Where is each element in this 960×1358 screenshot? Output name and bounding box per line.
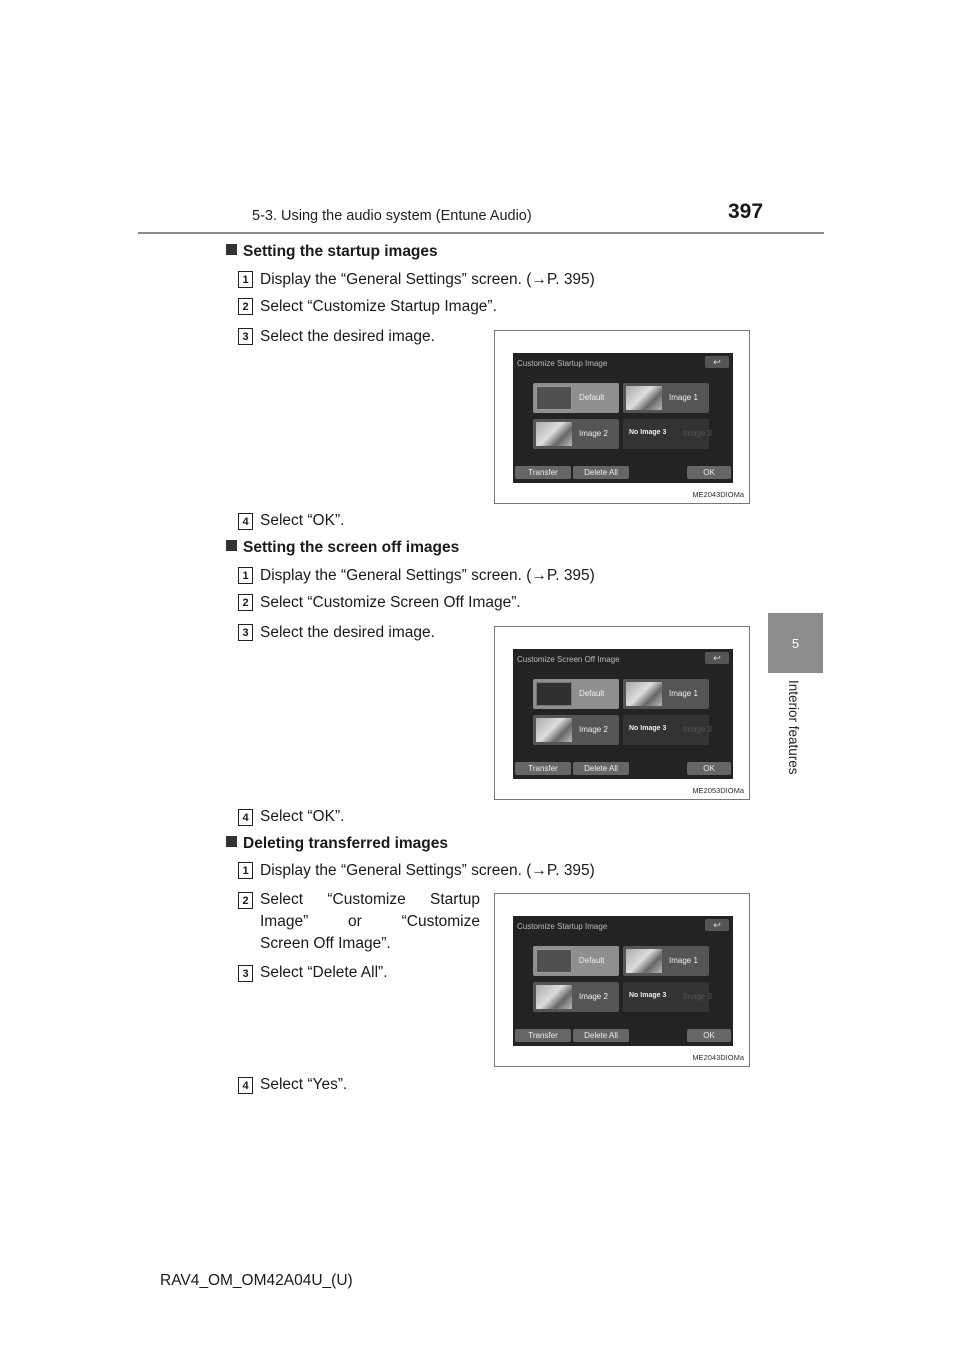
back-button[interactable]: ↩ xyxy=(705,919,729,931)
display-screen xyxy=(513,916,733,1046)
step-text: Select “Customize Startup Image”. xyxy=(260,298,497,315)
back-button[interactable]: ↩ xyxy=(705,356,729,368)
tile-image-3: No Image 3 Image 3 xyxy=(623,982,709,1012)
square-bullet-icon xyxy=(226,540,237,551)
tile-image-3: No Image 3 Image 3 xyxy=(623,715,709,745)
chapter-label-container xyxy=(787,680,807,780)
image-thumbnail xyxy=(626,949,662,973)
step-text: Select “Customize Screen Off Image”. xyxy=(260,594,521,611)
figure-code: ME2043DIOMa xyxy=(692,490,744,499)
display-screen xyxy=(513,353,733,483)
section-heading-startup: Setting the startup images xyxy=(226,243,438,261)
tile-image-3: No Image 3 Image 3 xyxy=(623,419,709,449)
image-thumbnail xyxy=(626,386,662,410)
figure-code: ME2043DIOMa xyxy=(692,1053,744,1062)
tile-default[interactable]: Default xyxy=(533,383,619,413)
chapter-tab xyxy=(768,613,823,673)
header-section-title: 5-3. Using the audio system (Entune Audio) xyxy=(252,208,532,224)
step-number: 4 xyxy=(238,513,253,530)
section-heading-delete: Deleting transferred images xyxy=(226,835,448,853)
toyota-logo-icon xyxy=(536,949,572,973)
delete-all-button[interactable]: Delete All xyxy=(573,1029,629,1042)
figure-startup-screen xyxy=(494,330,750,504)
step-text: Select “OK”. xyxy=(260,808,345,825)
step-text: Select the desired image. xyxy=(260,624,435,641)
image-thumbnail xyxy=(536,985,572,1009)
ok-button[interactable]: OK xyxy=(687,1029,731,1042)
step-text: Select “Yes”. xyxy=(260,1076,348,1093)
step-number: 3 xyxy=(238,328,253,345)
section-heading-screen-off: Setting the screen off images xyxy=(226,539,459,557)
display-screen xyxy=(513,649,733,779)
step-number: 2 xyxy=(238,298,253,315)
ok-button[interactable]: OK xyxy=(687,466,731,479)
tile-default[interactable]: Default xyxy=(533,679,619,709)
screen-title: Customize Startup Image xyxy=(517,922,608,931)
image-thumbnail xyxy=(536,422,572,446)
ok-button[interactable]: OK xyxy=(687,762,731,775)
image-thumbnail xyxy=(536,718,572,742)
step-text: Select the desired image. xyxy=(260,328,435,345)
delete-all-button[interactable]: Delete All xyxy=(573,762,629,775)
step-number: 1 xyxy=(238,271,253,288)
tile-image-1[interactable]: Image 1 xyxy=(623,679,709,709)
figure-delete-screen xyxy=(494,893,750,1067)
step-text: Select “Delete All”. xyxy=(260,964,388,981)
image-thumbnail xyxy=(626,682,662,706)
transfer-button[interactable]: Transfer xyxy=(515,466,571,479)
transfer-button[interactable]: Transfer xyxy=(515,762,571,775)
screen-title: Customize Startup Image xyxy=(517,359,608,368)
step-text: Select “OK”. xyxy=(260,512,345,529)
step-number: 4 xyxy=(238,1077,253,1094)
step-text: Display the “General Settings” screen. (→P. 395) xyxy=(260,862,595,879)
tile-image-2[interactable]: Image 2 xyxy=(533,982,619,1012)
blank-thumbnail xyxy=(536,682,572,706)
figure-screen-off xyxy=(494,626,750,800)
tile-default[interactable]: Default xyxy=(533,946,619,976)
step-number: 2 xyxy=(238,892,253,909)
delete-all-button[interactable]: Delete All xyxy=(573,466,629,479)
step-text: Display the “General Settings” screen. (→P. 395) xyxy=(260,271,595,288)
step-text: Display the “General Settings” screen. (→P. 395) xyxy=(260,567,595,584)
tile-image-1[interactable]: Image 1 xyxy=(623,383,709,413)
header-rule xyxy=(138,232,824,234)
figure-code: ME2053DIOMa xyxy=(692,786,744,795)
tile-image-1[interactable]: Image 1 xyxy=(623,946,709,976)
screen-title: Customize Screen Off Image xyxy=(517,655,620,664)
transfer-button[interactable]: Transfer xyxy=(515,1029,571,1042)
toyota-logo-icon xyxy=(536,386,572,410)
back-button[interactable]: ↩ xyxy=(705,652,729,664)
page-number: 397 xyxy=(728,200,764,223)
step-number: 4 xyxy=(238,809,253,826)
tile-image-2[interactable]: Image 2 xyxy=(533,715,619,745)
footer-doc-code: RAV4_OM_OM42A04U_(U) xyxy=(160,1272,353,1289)
step-number: 2 xyxy=(238,594,253,611)
step-number: 1 xyxy=(238,567,253,584)
square-bullet-icon xyxy=(226,244,237,255)
step-number: 3 xyxy=(238,624,253,641)
chapter-number: 5 xyxy=(791,635,800,651)
step-number: 1 xyxy=(238,862,253,879)
step-text-multiline: Select “Customize Startup Image” or “Customize Screen Off Image”. xyxy=(260,891,480,952)
step-number: 3 xyxy=(238,965,253,982)
chapter-label: Interior features xyxy=(786,680,801,775)
tile-image-2[interactable]: Image 2 xyxy=(533,419,619,449)
square-bullet-icon xyxy=(226,836,237,847)
